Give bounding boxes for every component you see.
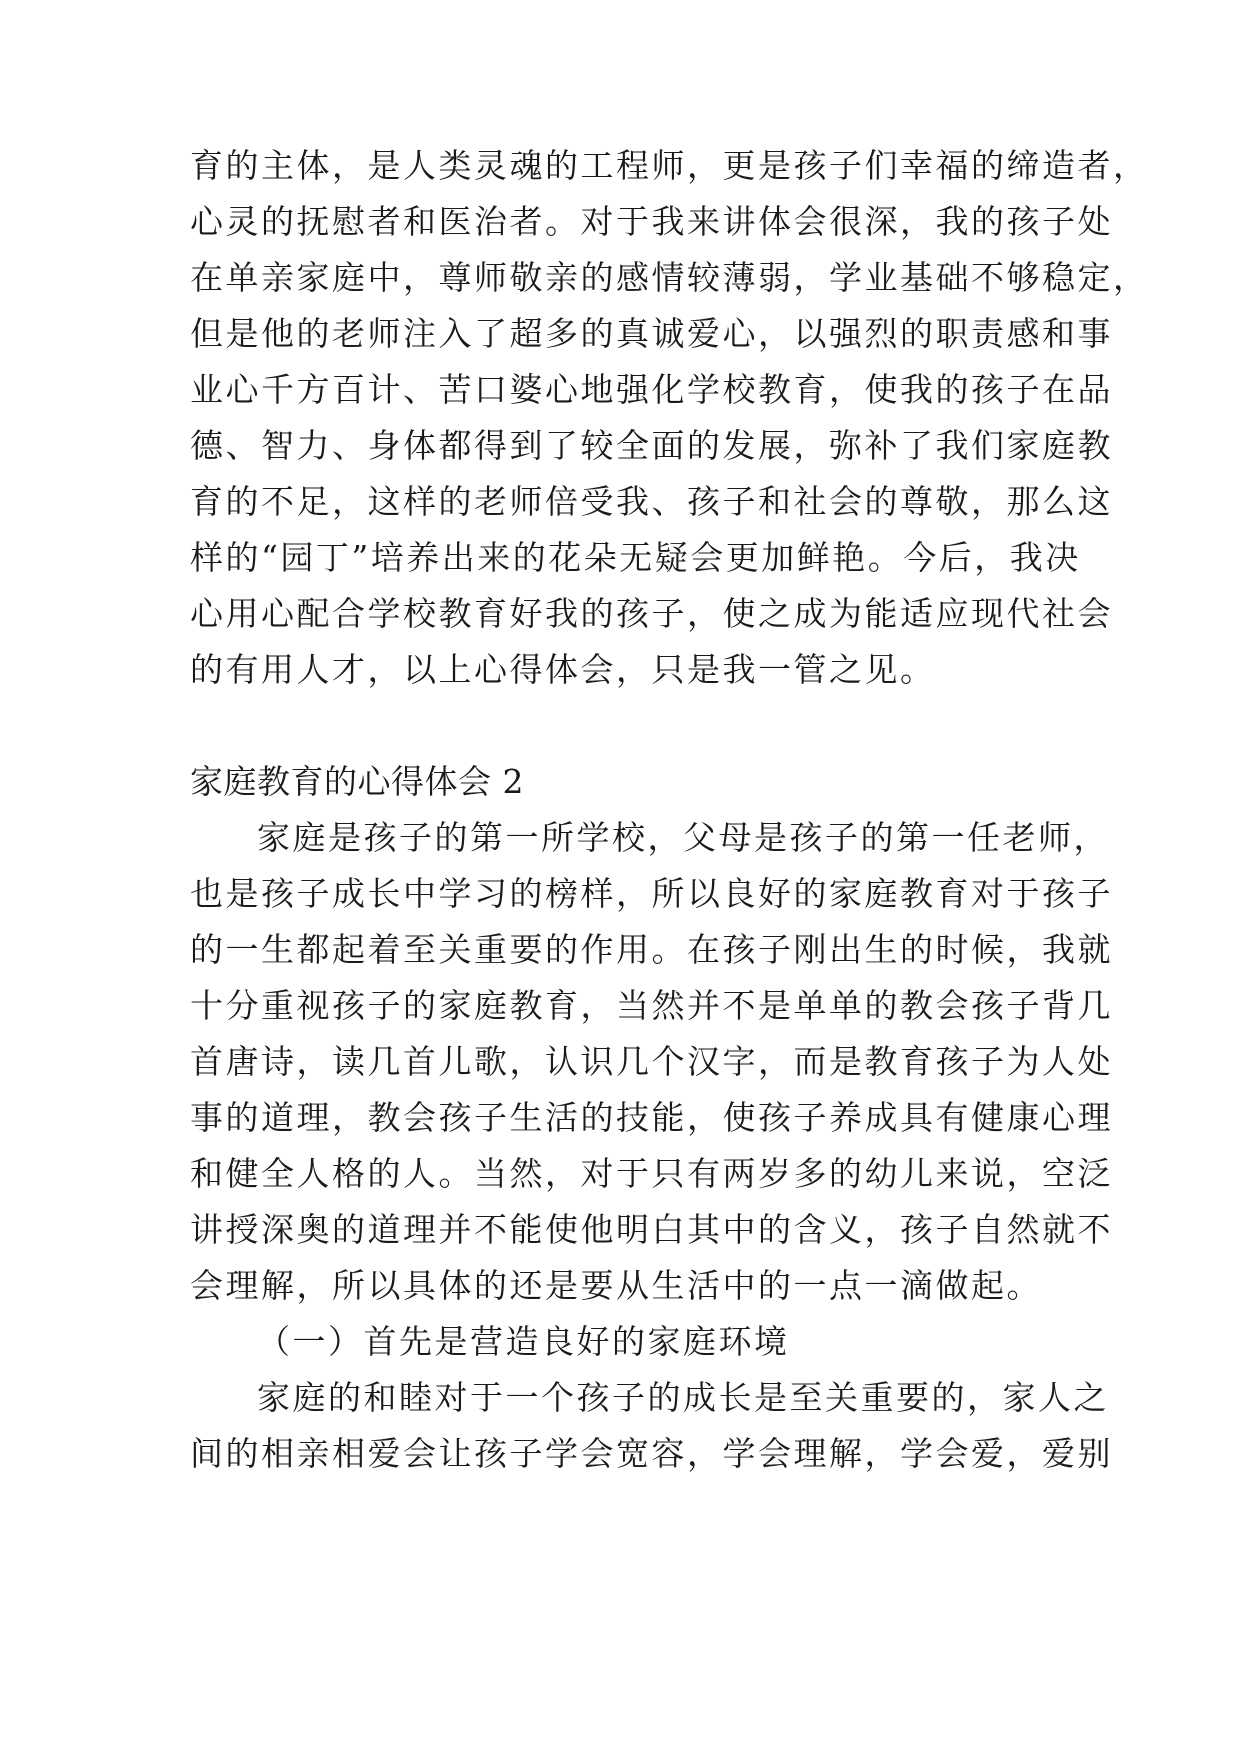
body-text-line: 的有用人才，以上心得体会，只是我一管之见。 [190, 650, 936, 689]
body-text-line: 德、智力、身体都得到了较全面的发展，弥补了我们家庭教 [190, 426, 1113, 465]
body-text-line: 首唐诗，读几首儿歌，认识几个汉字，而是教育孩子为人处 [190, 1042, 1113, 1081]
body-text-line: 家庭的和睦对于一个孩子的成长是至关重要的，家人之 [257, 1378, 1109, 1417]
body-text-line: 心用心配合学校教育好我的孩子，使之成为能适应现代社会 [190, 594, 1113, 633]
body-text-line: 育的主体，是人类灵魂的工程师，更是孩子们幸福的缔造者， [190, 146, 1149, 185]
body-text-line: 和健全人格的人。当然，对于只有两岁多的幼儿来说，空泛 [190, 1154, 1113, 1193]
body-text-line: 育的不足，这样的老师倍受我、孩子和社会的尊敬，那么这 [190, 482, 1113, 521]
body-text-line: 的一生都起着至关重要的作用。在孩子刚出生的时候，我就 [190, 930, 1113, 969]
body-text-line: 心灵的抚慰者和医治者。对于我来讲体会很深，我的孩子处 [190, 202, 1113, 241]
body-text-line: 事的道理，教会孩子生活的技能，使孩子养成具有健康心理 [190, 1098, 1113, 1137]
body-text-line: 家庭是孩子的第一所学校，父母是孩子的第一任老师， [257, 818, 1109, 857]
body-text-line: 但是他的老师注入了超多的真诚爱心，以强烈的职责感和事 [190, 314, 1113, 353]
body-text-line: 业心千方百计、苦口婆心地强化学校教育，使我的孩子在品 [190, 370, 1113, 409]
body-text-line: 也是孩子成长中学习的榜样，所以良好的家庭教育对于孩子 [190, 874, 1113, 913]
body-text-line: 间的相亲相爱会让孩子学会宽容，学会理解，学会爱，爱别 [190, 1434, 1113, 1473]
body-text-line: 样的“园丁”培养出来的花朵无疑会更加鲜艳。今后，我决 [190, 538, 1081, 577]
subsection-heading: （一）首先是营造良好的家庭环境 [257, 1322, 790, 1361]
body-text-line: 会理解，所以具体的还是要从生活中的一点一滴做起。 [190, 1266, 1042, 1305]
body-text-line: 讲授深奥的道理并不能使他明白其中的含义，孩子自然就不 [190, 1210, 1113, 1249]
body-text-line: 在单亲家庭中，尊师敬亲的感情较薄弱，学业基础不够稳定， [190, 258, 1149, 297]
body-text-line: 十分重视孩子的家庭教育，当然并不是单单的教会孩子背几 [190, 986, 1113, 1025]
section-heading: 家庭教育的心得体会 2 [190, 762, 524, 801]
